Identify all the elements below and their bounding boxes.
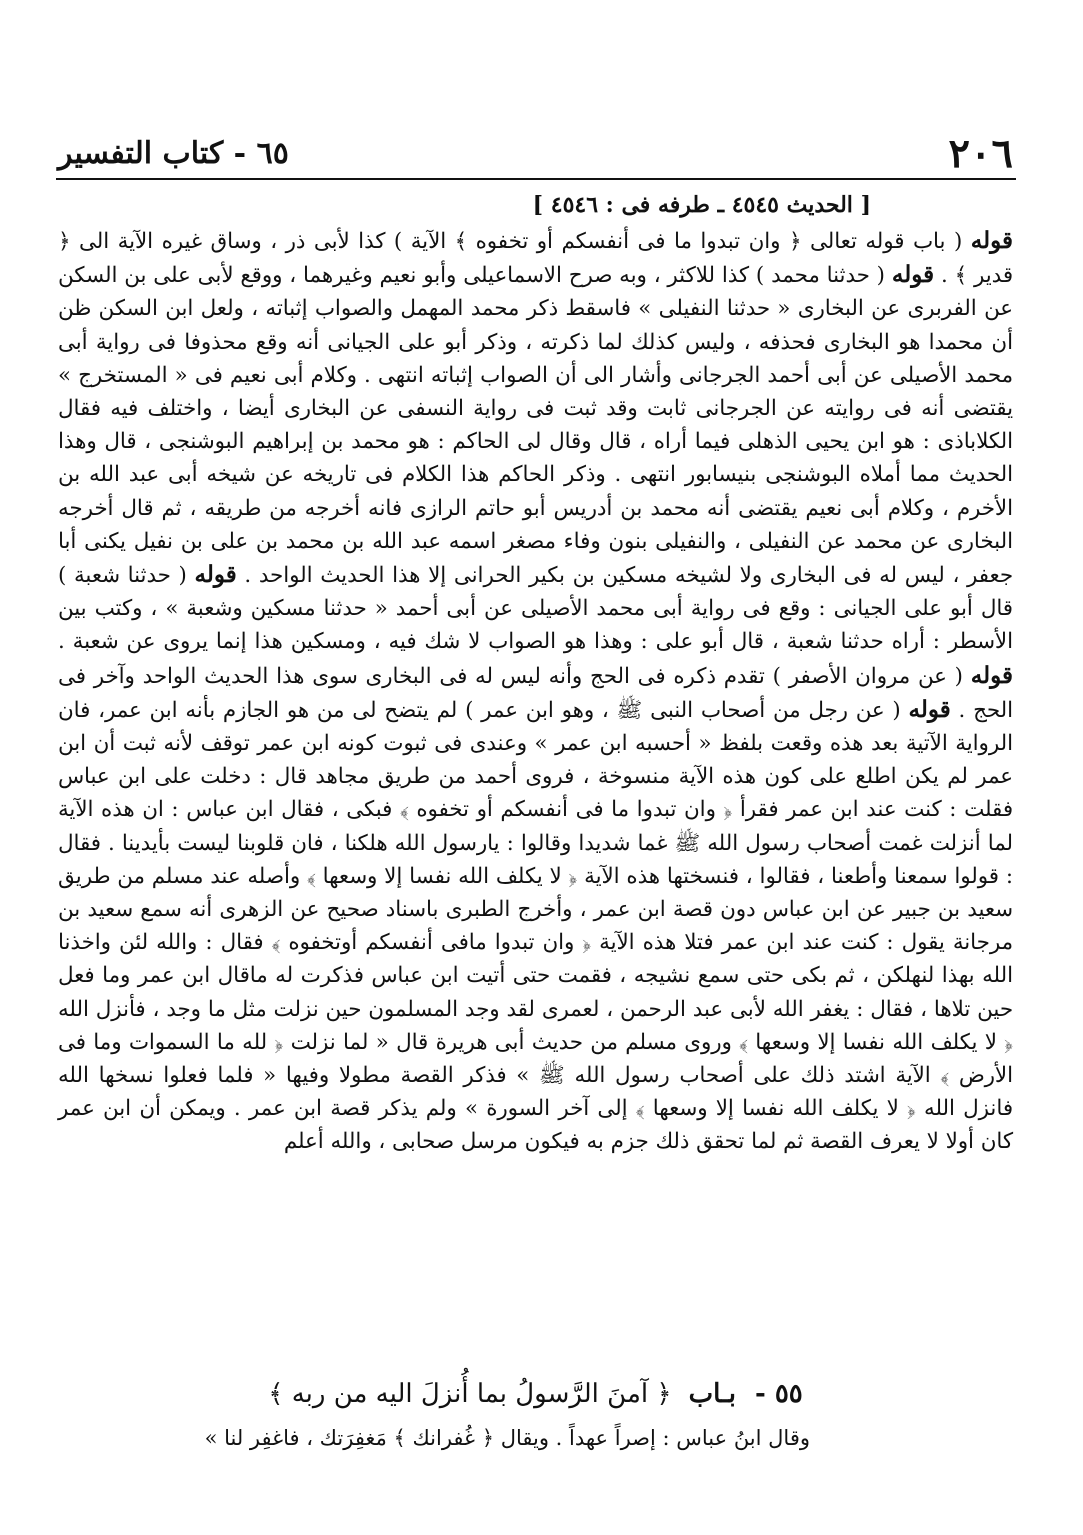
qawluhu-marker: قوله xyxy=(970,661,1013,689)
chapter-number: ٥٥ - xyxy=(755,1379,803,1409)
header-divider xyxy=(56,178,1016,180)
paragraph-segment: ( حدثنا محمد ) كذا للاكثر ، وبه صرح الاسماعيلى وأبو نعيم وغيرهما ، ووقع لأبى على بن السكن عن الفربرى عن البخارى « حدثنا النفيلى » فاسقط ذكر محمد المهمل والصواب إثباته ، ولعل ابن السكن ظن أن محمدا هو البخارى فحذفه ، وليس كذلك لما ذكرته ، وذكر أبو على الجيانى أنه وقع محذوفا فى رواية أبى محمد الأصيلى عن أبى أحمد الجرجانى وأشار الى أن الصواب إثباته انتهى . وكلام أبى نعيم فى « المستخرج » يقتضى أنه فى روايته عن الجرجانى ثابت وقد ثبت فى رواية النسفى عن البخارى أيضا ، واختلف فيه فقال الكلاباذى : هو ابن يحيى الذهلى فيما أراه ، قال وقال لى الحاكم : هو محمد بن إبراهيم البوشنجى ، قال وهذا الحديث مما أملاه البوشنجى بنيسابور انتهى . وذكر الحاكم هذا الكلام فى تاريخه عن شيخه أبى عبد الله بن الأخرم ، وكلام أبى نعيم يقتضى أنه محمد بن أدريس أبو حاتم الرازى فانه أخرجه من طريقه ، ثم قال أخرجه البخارى عن محمد عن النفيلى ، والنفيلى بنون وفاء مصغر اسمه عبد الله بن محمد بن على بن نفيل يكنى أبا جعفر ، ليس له فى البخارى ولا لشيخه مسكين بن بكير الحرانى إلا هذا الحديث الواحد . xyxy=(58,263,1013,589)
running-title: ٦٥ - كتاب التفسير xyxy=(58,136,289,171)
chapter-bab-label: بـاب xyxy=(688,1379,736,1409)
paragraph-segment: ( باب قوله تعالى ﴿ وان تبدوا ما فى أنفسكم أو تخفوه ﴾ الآية ) كذا لأبى ذر ، وساق غيره الآية الى ﴿ قدير ﴾ . xyxy=(58,229,1013,289)
chapter-verse: ﴿ آمنَ الرَّسولُ بما أُنزلَ اليه من ربه ﴾ xyxy=(268,1379,672,1409)
commentary-paragraph xyxy=(58,224,1013,1159)
qawluhu-marker: قوله xyxy=(908,695,951,723)
page-header xyxy=(58,132,1013,178)
hadith-reference: [ الحديث ٤٥٤٥ ـ طرفه فى : ٤٥٤٦ ] xyxy=(532,192,871,218)
commentary-body xyxy=(58,224,1013,1159)
chapter-note: وقال ابنُ عباس : إصراً عهداً . ويقال ﴿ غُفرانك ﴾ مَغفِرَتك ، فاغفِر لنا » xyxy=(204,1426,810,1450)
paragraph-segment: ( عن رجل من أصحاب النبى ﷺ ، وهو ابن عمر ) لم يتضح لى من هو الجازم بأنه ابن عمر، فان الرواية الآتية بعد هذه وقعت بلفظ « أحسبه ابن عمر » وعندى فى ثبوت كونه ابن عمر توقف لأنه ثبت أن ابن عمر لم يكن اطلع على كون هذه الآية منسوخة ، فروى أحمد من طريق مجاهد قال : دخلت على ابن عباس فقلت : كنت عند ابن عمر فقرأ ﴿ وان تبدوا ما فى أنفسكم أو تخفوه ﴾ فبكى ، فقال ابن عباس : ان هذه الآية لما أنزلت غمت أصحاب رسول الله ﷺ غما شديدا وقالوا : يارسول الله هلكنا ، فان قلوبنا ليست بأيدينا . فقال : قولوا سمعنا وأطعنا ، فقالوا ، فنسختها هذه الآية ﴿ لا يكلف الله نفسا إلا وسعها ﴾ وأصله عند مسلم من طريق سعيد بن جبير عن ابن عباس دون قصة ابن عمر ، وأخرج الطبرى باسناد صحيح عن الزهرى أنه سمع سعيد بن مرجانة يقول : كنت عند ابن عمر فتلا هذه الآية ﴿ وان تبدوا مافى أنفسكم أوتخفوه ﴾ فقال : والله لئن واخذنا الله بهذا لنهلكن ، ثم بكى حتى سمع نشيجه ، فقمت حتى أتيت ابن عباس فذكرت له ماقال ابن عمر وما فعل حين تلاها ، فقال : يغفر الله لأبى عبد الرحمن ، لعمرى لقد وجد المسلمون حين نزلت مثل ما وجد ، فأنزل الله ﴿ لا يكلف الله نفسا إلا وسعها ﴾ وروى مسلم من حديث أبى هريرة قال « لما نزلت ﴿ لله ما السموات وما فى الأرض ﴾ الآية اشتد ذلك على أصحاب رسول الله ﷺ » فذكر القصة مطولا وفيها « فلما فعلوا نسخها الله فانزل الله ﴿ لا يكلف الله نفسا إلا وسعها ﴾ إلى آخر السورة » ولم يذكر قصة ابن عمر . ويمكن أن ابن عمر كان أولا لا يعرف القصة ثم لما تحقق ذلك جزم به فيكون مرسل صحابى ، والله أعلم xyxy=(58,697,1014,1155)
page-number: ٢٠٦ xyxy=(948,130,1013,177)
paragraph-segment: ( حدثنا شعبة ) قال أبو على الجيانى : وقع فى رواية أبى محمد الأصيلى عن أبى أحمد « حدثنا مسكين وشعبة » ، وكتب بين الأسطر : أراه حدثنا شعبة ، قال أبو على : وهذا هو الصواب لا شك فيه ، ومسكين هذا إنما يروى عن شعبة . xyxy=(58,563,1013,655)
qawluhu-marker: قوله xyxy=(194,561,237,589)
qawluhu-marker: قوله xyxy=(891,261,935,289)
chapter-heading xyxy=(58,1374,1013,1414)
qawluhu-marker: قوله xyxy=(970,227,1013,254)
paragraph-segment: ( عن مروان الأصفر ) تقدم ذكره فى الحج وأنه ليس له فى البخارى سوى هذا الحديث الواحد وآخر فى الحج . xyxy=(58,663,1013,723)
